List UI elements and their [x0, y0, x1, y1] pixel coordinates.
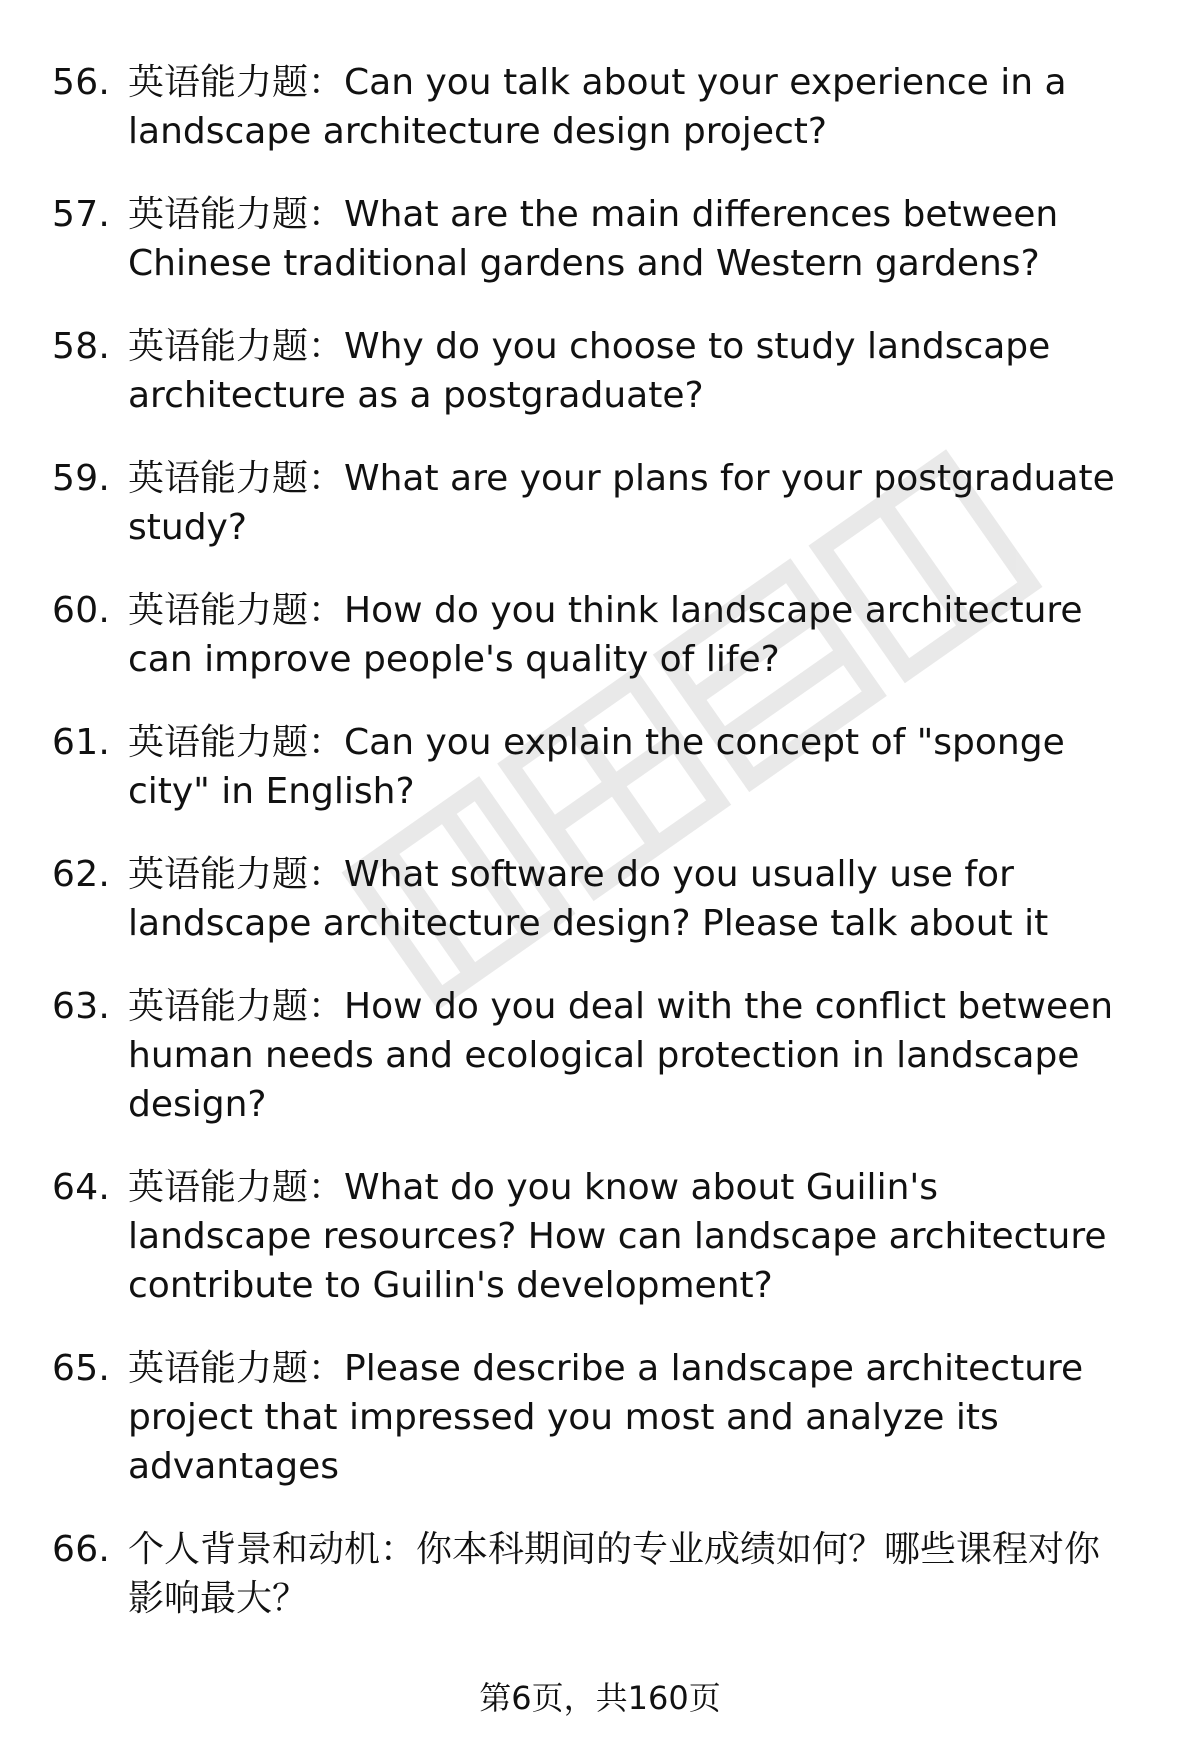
question-body: [128, 58, 1128, 156]
question-number: 59.: [52, 458, 111, 499]
question-body: [128, 982, 1128, 1129]
question-category: 英语能力题：: [128, 1167, 345, 1208]
question-text: Can you explain the concept of "sponge city" in English?: [128, 722, 1065, 812]
question-body: [128, 1163, 1128, 1310]
question-item: [52, 454, 1152, 552]
question-text: 你本科期间的专业成绩如何？哪些课程对你影响最大？: [128, 1529, 1101, 1619]
question-text: How do you think landscape architecture can improve people's quality of life?: [128, 590, 1083, 680]
question-number: 57.: [52, 194, 111, 235]
question-body: [128, 322, 1128, 420]
question-number: 66.: [52, 1529, 111, 1570]
question-number: 64.: [52, 1167, 111, 1208]
question-category: 英语能力题：: [128, 1348, 345, 1389]
question-list: [52, 58, 1152, 1657]
question-number: 63.: [52, 986, 111, 1027]
question-category: 英语能力题：: [128, 326, 345, 367]
question-body: [128, 1525, 1128, 1623]
question-number: 56.: [52, 62, 111, 103]
question-category: 英语能力题：: [128, 62, 345, 103]
question-number: 62.: [52, 854, 111, 895]
question-item: [52, 58, 1152, 156]
question-body: [128, 586, 1128, 684]
question-number: 60.: [52, 590, 111, 631]
question-text: What do you know about Guilin's landscape resources? How can landscape architecture contribute to Guilin's development?: [128, 1167, 1107, 1306]
page-footer: [0, 1676, 1200, 1720]
question-number: 61.: [52, 722, 111, 763]
question-body: [128, 1344, 1128, 1491]
question-text: Please describe a landscape architecture project that impressed you most and analyze its advantages: [128, 1348, 1084, 1487]
question-body: [128, 718, 1128, 816]
question-item: [52, 1163, 1152, 1310]
question-text: What are the main differences between Chinese traditional gardens and Western gardens?: [128, 194, 1059, 284]
question-body: [128, 850, 1128, 948]
question-body: [128, 454, 1128, 552]
question-item: [52, 982, 1152, 1129]
question-category: 英语能力题：: [128, 722, 345, 763]
question-category: 个人背景和动机：: [128, 1529, 417, 1570]
question-item: [52, 586, 1152, 684]
question-number: 65.: [52, 1348, 111, 1389]
question-item: [52, 1525, 1152, 1623]
page-number-label: 第6页，共160页: [479, 1679, 721, 1717]
question-category: 英语能力题：: [128, 986, 345, 1027]
question-category: 英语能力题：: [128, 458, 345, 499]
question-item: [52, 718, 1152, 816]
question-item: [52, 850, 1152, 948]
question-text: How do you deal with the conflict between human needs and ecological protection in landscape design?: [128, 986, 1114, 1125]
question-number: 58.: [52, 326, 111, 367]
question-body: [128, 190, 1128, 288]
question-text: Can you talk about your experience in a landscape architecture design project?: [128, 62, 1067, 152]
question-item: [52, 1344, 1152, 1491]
question-category: 英语能力题：: [128, 194, 345, 235]
question-text: What software do you usually use for landscape architecture design? Please talk about it: [128, 854, 1049, 944]
question-text: What are your plans for your postgraduate study?: [128, 458, 1115, 548]
question-item: [52, 322, 1152, 420]
question-text: Why do you choose to study landscape architecture as a postgraduate?: [128, 326, 1051, 416]
question-category: 英语能力题：: [128, 854, 345, 895]
question-category: 英语能力题：: [128, 590, 345, 631]
question-item: [52, 190, 1152, 288]
